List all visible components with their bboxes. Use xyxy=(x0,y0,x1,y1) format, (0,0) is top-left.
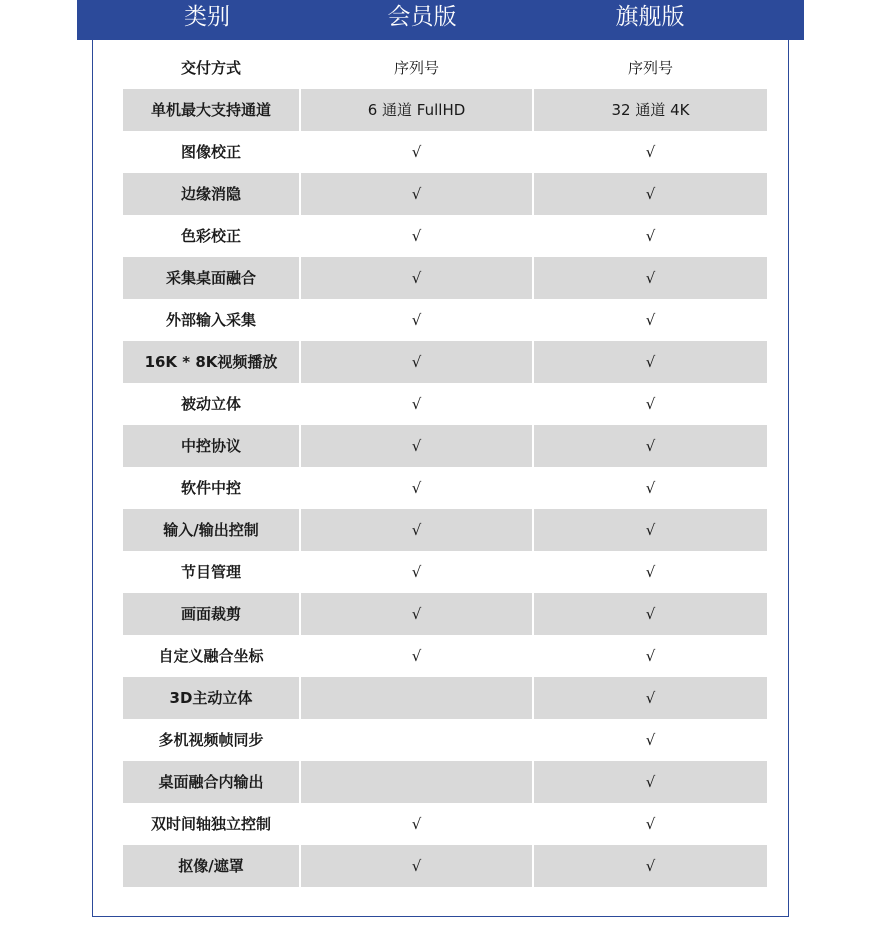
flagship-edition-cell: √ xyxy=(645,815,656,833)
feature-cell: 多机视频帧同步 xyxy=(158,731,264,749)
feature-cell: 桌面融合内输出 xyxy=(123,761,299,803)
feature-cell: 中控协议 xyxy=(123,425,299,467)
table-row xyxy=(123,677,767,719)
table-row xyxy=(123,89,767,131)
flagship-edition-cell: √ xyxy=(534,761,767,803)
table-row xyxy=(123,131,767,173)
feature-cell: 画面裁剪 xyxy=(123,593,299,635)
member-edition-cell: √ xyxy=(411,311,422,329)
flagship-edition-cell: √ xyxy=(645,479,656,497)
table-row xyxy=(123,257,767,299)
flagship-edition-cell: √ xyxy=(534,173,767,215)
table-row xyxy=(123,509,767,551)
feature-cell: 被动立体 xyxy=(180,395,241,413)
feature-cell: 图像校正 xyxy=(180,143,241,161)
feature-cell: 自定义融合坐标 xyxy=(158,647,264,665)
feature-cell: 单机最大支持通道 xyxy=(123,89,299,131)
member-edition-cell: √ xyxy=(301,509,532,551)
member-edition-cell: √ xyxy=(411,647,422,665)
feature-cell: 边缘消隐 xyxy=(123,173,299,215)
table-row xyxy=(123,593,767,635)
feature-cell: 抠像/遮罩 xyxy=(123,845,299,887)
flagship-edition-cell: √ xyxy=(645,227,656,245)
member-edition-cell: √ xyxy=(301,257,532,299)
member-edition-cell: √ xyxy=(301,593,532,635)
flagship-edition-cell: √ xyxy=(534,341,767,383)
feature-cell: 软件中控 xyxy=(180,479,241,497)
flagship-edition-cell: 32 通道 4K xyxy=(534,89,767,131)
table-row xyxy=(123,803,767,845)
flagship-edition-cell: √ xyxy=(645,311,656,329)
table-header xyxy=(77,0,804,40)
feature-cell: 色彩校正 xyxy=(180,227,241,245)
table-row xyxy=(123,845,767,887)
feature-cell: 3D主动立体 xyxy=(123,677,299,719)
member-edition-cell: √ xyxy=(301,845,532,887)
table-row xyxy=(123,719,767,761)
flagship-edition-cell: √ xyxy=(645,647,656,665)
feature-cell: 交付方式 xyxy=(180,59,241,77)
feature-cell: 采集桌面融合 xyxy=(123,257,299,299)
table-row xyxy=(123,761,767,803)
flagship-edition-cell: √ xyxy=(534,425,767,467)
flagship-edition-cell: √ xyxy=(534,593,767,635)
member-edition-cell: √ xyxy=(301,173,532,215)
member-edition-cell: √ xyxy=(411,479,422,497)
flagship-edition-cell: √ xyxy=(534,677,767,719)
table-row xyxy=(123,425,767,467)
member-edition-cell: 6 通道 FullHD xyxy=(301,89,532,131)
flagship-edition-cell: √ xyxy=(645,731,656,749)
flagship-edition-cell: √ xyxy=(534,257,767,299)
flagship-edition-cell: √ xyxy=(534,509,767,551)
flagship-edition-cell: 序列号 xyxy=(627,59,673,77)
table-row xyxy=(123,47,767,89)
flagship-edition-cell: √ xyxy=(645,143,656,161)
feature-cell: 输入/输出控制 xyxy=(123,509,299,551)
member-edition-cell: √ xyxy=(411,143,422,161)
member-edition-cell: √ xyxy=(411,815,422,833)
header-category: 类别 xyxy=(184,4,230,30)
member-edition-cell: √ xyxy=(301,341,532,383)
table-row xyxy=(123,299,767,341)
member-edition-cell xyxy=(301,719,532,761)
table-row xyxy=(123,467,767,509)
feature-cell: 节目管理 xyxy=(180,563,241,581)
table-row xyxy=(123,341,767,383)
flagship-edition-cell: √ xyxy=(645,395,656,413)
header-member-edition: 会员版 xyxy=(387,4,457,30)
feature-cell: 16K * 8K视频播放 xyxy=(123,341,299,383)
table-row xyxy=(123,635,767,677)
header-flagship-edition: 旗舰版 xyxy=(615,4,685,30)
member-edition-cell: √ xyxy=(411,395,422,413)
feature-cell: 外部输入采集 xyxy=(165,311,256,329)
member-edition-cell: 序列号 xyxy=(393,59,439,77)
member-edition-cell: √ xyxy=(301,425,532,467)
flagship-edition-cell: √ xyxy=(534,845,767,887)
table-row xyxy=(123,173,767,215)
member-edition-cell: √ xyxy=(411,563,422,581)
feature-cell: 双时间轴独立控制 xyxy=(150,815,271,833)
flagship-edition-cell: √ xyxy=(645,563,656,581)
member-edition-cell xyxy=(301,677,532,719)
table-row xyxy=(123,215,767,257)
table-row xyxy=(123,383,767,425)
member-edition-cell xyxy=(301,761,532,803)
member-edition-cell: √ xyxy=(411,227,422,245)
table-row xyxy=(123,551,767,593)
